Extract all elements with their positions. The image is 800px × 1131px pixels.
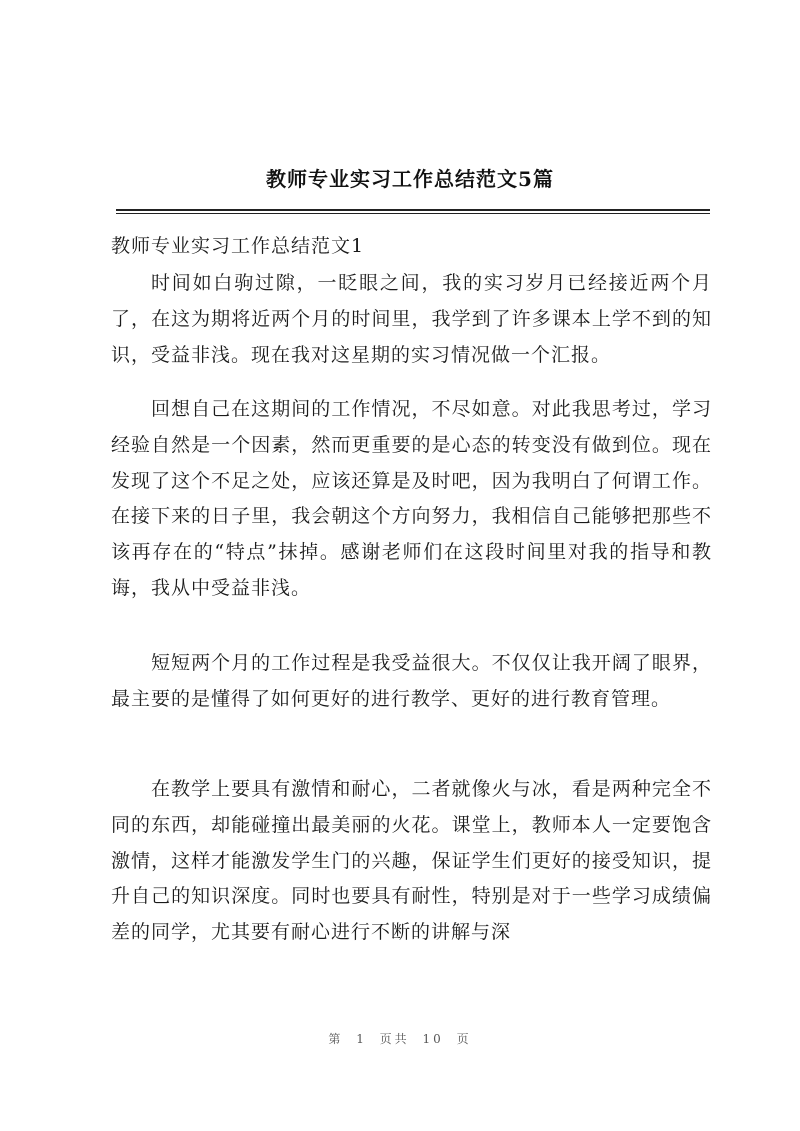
paragraph-2: 回想自己在这期间的工作情况，不尽如意。对此我思考过，学习经验自然是一个因素，然而更重要的是心态的转变没有做到位。现在发现了这个不足之处，应该还算是及时吧，因为我明白了何谓工作。在接下来的日子里，我会朝这个方向努力，我相信自己能够把那些不该再存在的“特点”抹掉。感谢老师们在这段时间里对我的指导和教诲，我从中受益非浅。 [111, 398, 712, 599]
paragraph-4: 在教学上要具有激情和耐心，二者就像火与冰，看是两种完全不同的东西，却能碰撞出最美丽的火花。课堂上，教师本人一定要饱含激情，这样才能激发学生门的兴趣，保证学生们更好的接受知识，提升自己的知识深度。同时也要具有耐性，特别是对于一些学习成绩偏差的同学，尤其要有耐心进行不断的讲解与深 [111, 778, 712, 944]
paragraph-3: 短短两个月的工作过程是我受益很大。不仅仅让我开阔了眼界，最主要的是懂得了如何更好的进行教学、更好的进行教育管理。 [111, 652, 712, 710]
title-divider-thin [116, 213, 710, 214]
paragraph-1: 时间如白驹过隙，一眨眼之间，我的实习岁月已经接近两个月了，在这为期将近两个月的时间里，我学到了许多课本上学不到的知识，受益非浅。现在我对这星期的实习情况做一个汇报。 [111, 272, 712, 366]
page-number-footer: 第 1 页共 10 页 [328, 1032, 472, 1046]
section-heading: 教师专业实习工作总结范文1 [111, 235, 365, 257]
document-title: 教师专业实习工作总结范文5篇 [266, 167, 554, 191]
title-divider [116, 209, 710, 211]
